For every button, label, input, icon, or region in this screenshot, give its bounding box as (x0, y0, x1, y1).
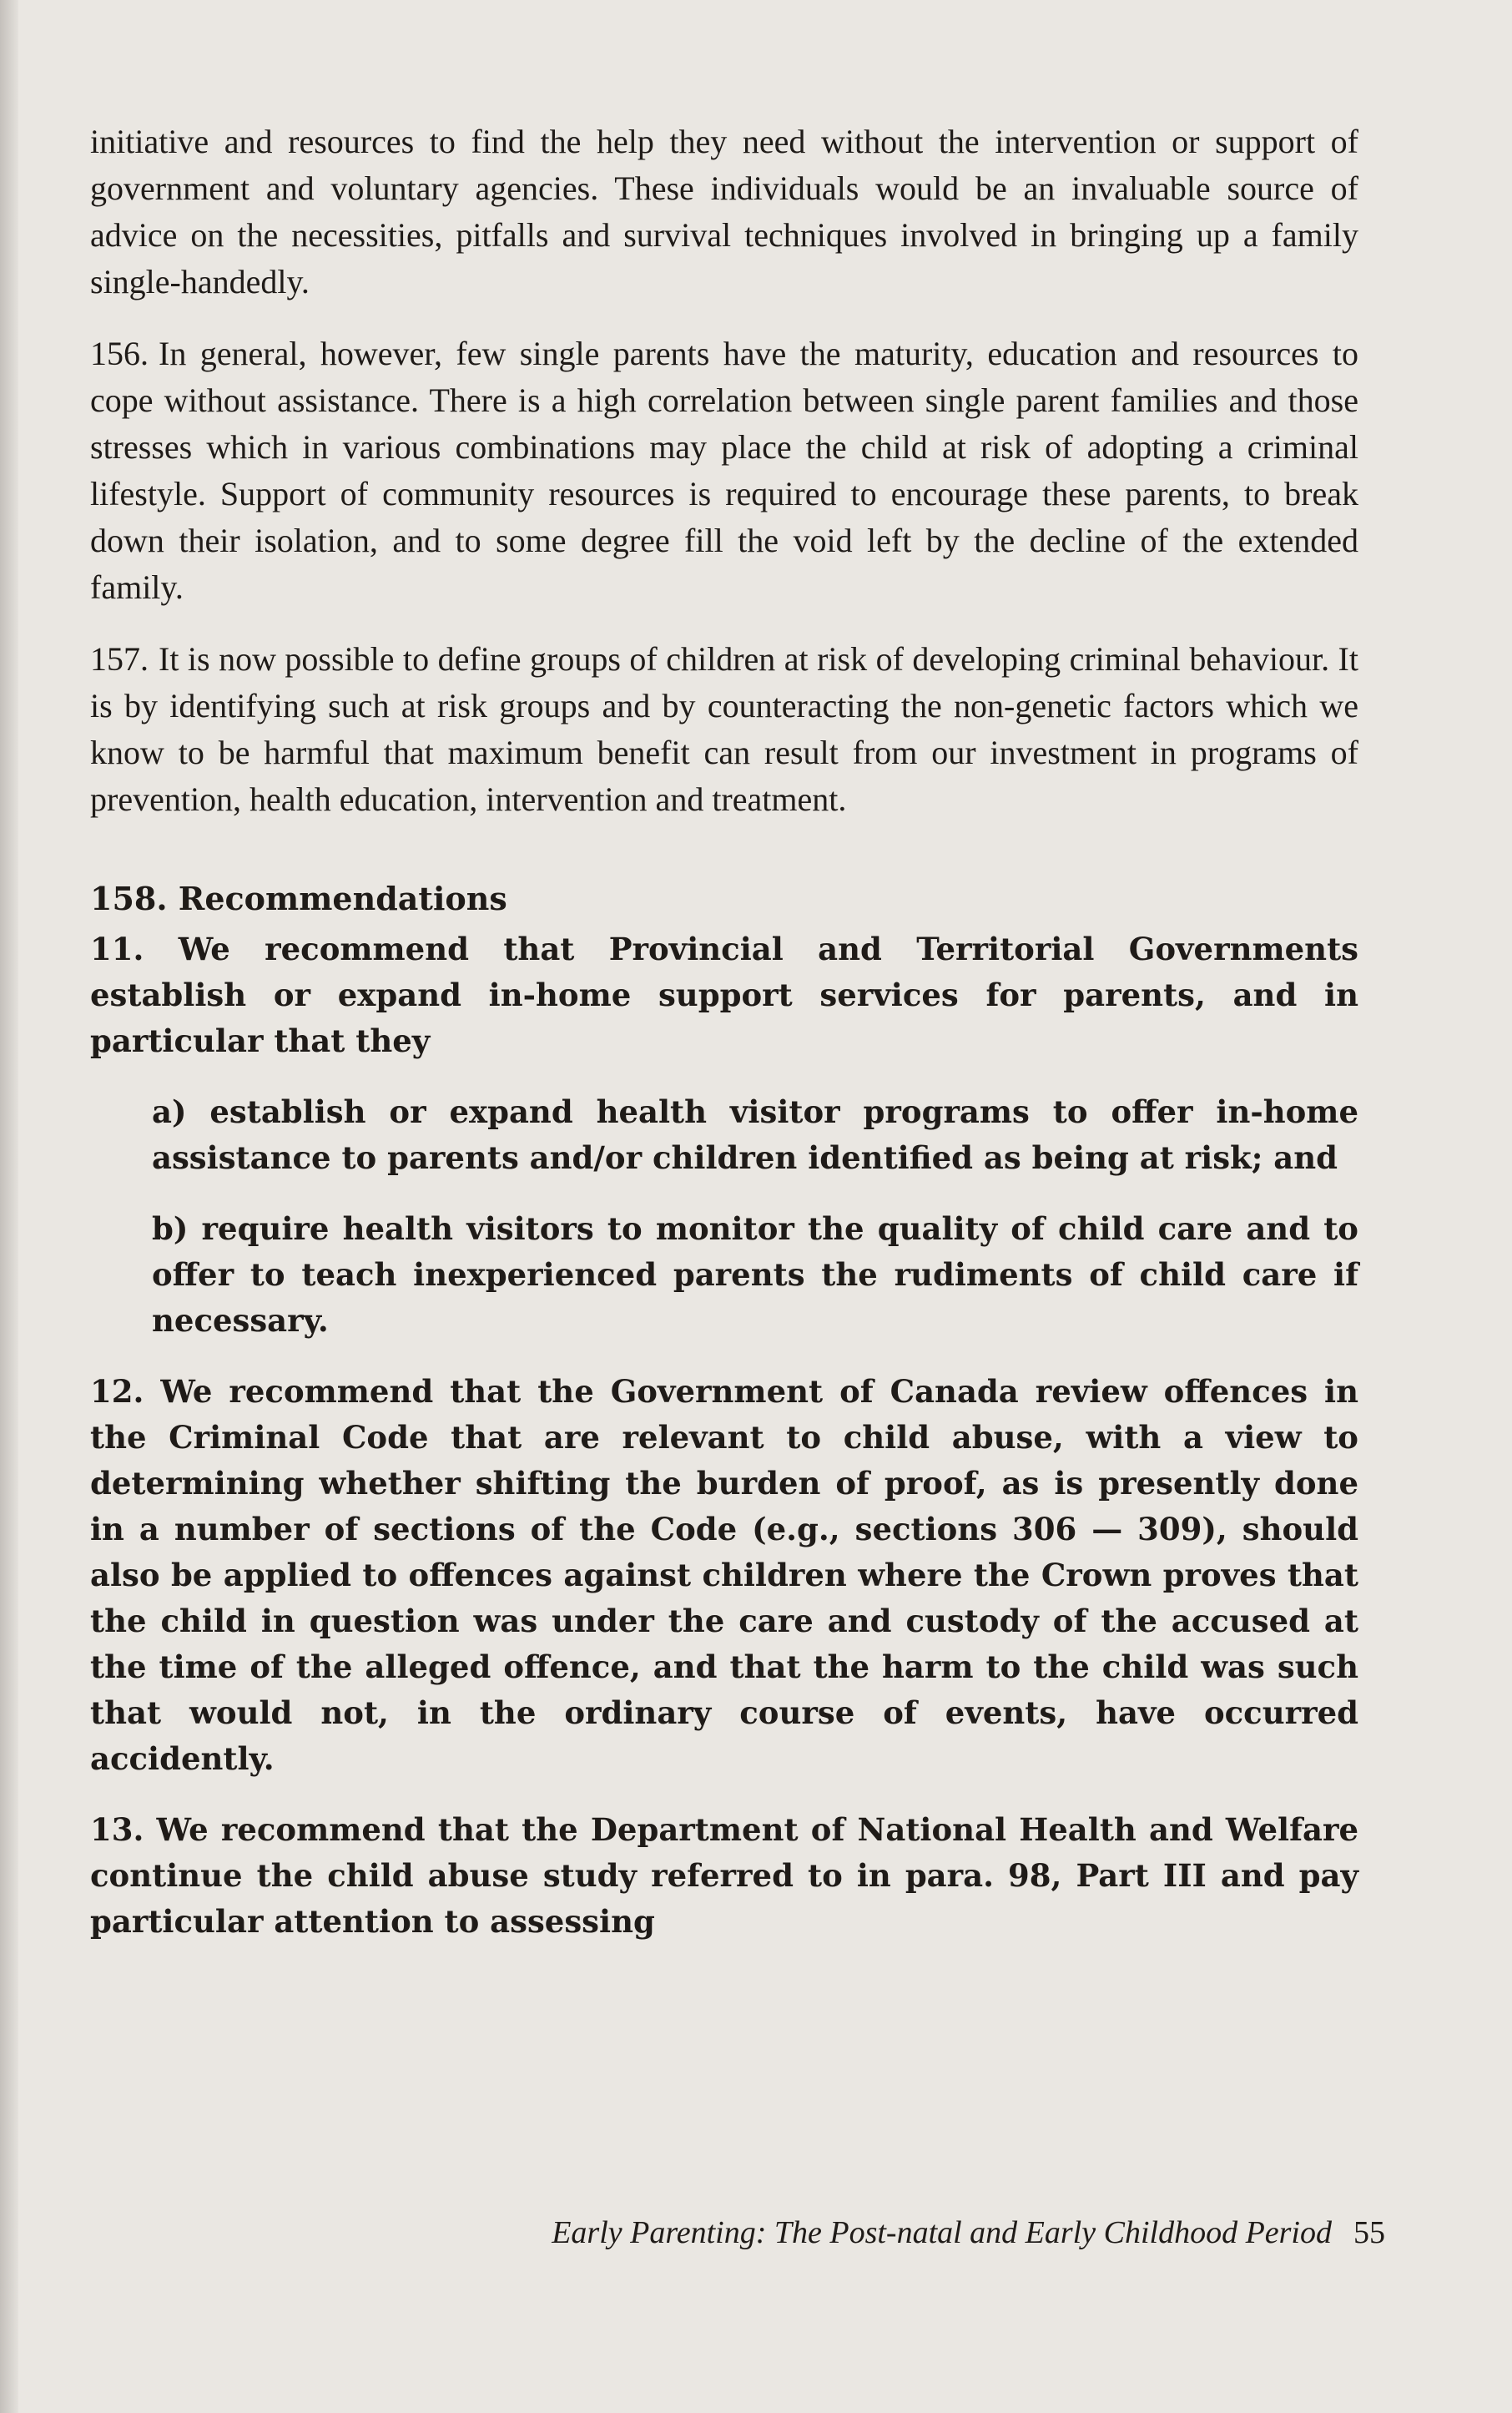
paragraph-text: It is now possible to define groups of children at risk of developing criminal behaviour. It is by identifying such at risk groups and by counteracting the non-genetic factors which we know to be harmful that maximum benefit can result from our investment in programs of prevention, health education, intervention and treatment. (90, 640, 1358, 818)
paragraph-text: In general, however, few single parents have the maturity, education and resources to cope without assistance. There is a high correlation between single parent families and those stresses which in various combinations may place the child at risk of adopting a criminal lifestyle. Support of community resources is required to encourage these parents, to break down their isolation, and to some degree fill the void left by the decline of the extended family. (90, 335, 1358, 606)
paragraph-text: initiative and resources to find the help they need without the intervention or support of government and voluntary agencies. These individuals would be an invaluable source of advice on the necessities, pitfalls and survival techniques involved in bringing up a family single-handedly. (90, 123, 1358, 300)
paragraph-number: 157. (90, 640, 149, 678)
page-footer (434, 2212, 1385, 2254)
paragraph-continued (90, 119, 1358, 305)
paragraph-156 (90, 331, 1358, 611)
paragraph-number: 156. (90, 335, 149, 372)
recommendation-11-item-a: a) establish or expand health visitor programs to offer in-home assistance to parents and/or children identified as being at risk; and (152, 1093, 1358, 1176)
running-title: Early Parenting: The Post-natal and Early Childhood Period (552, 2215, 1332, 2250)
recommendation-12: 12. We recommend that the Government of Canada review offences in the Criminal Code that are relevant to child abuse, with a view to determining whether shifting the burden of proof, as is presently done in a number of sections of the Code (e.g., sections 306 — 309), should also be applied to offences against children where the Crown proves that the child in question was under the care and custody of the accused at the time of the alleged offence, and that the harm to the child was such that would not, in the ordinary course of events, have occurred accidently. (90, 1373, 1358, 1777)
recommendations-heading: 158. Recommendations (90, 880, 507, 917)
recommendation-11: 11. We recommend that Provincial and Territorial Governments establish or expand in-home support services for parents, and in particular that they (90, 931, 1358, 1059)
page-body (90, 119, 1358, 1970)
paragraph-157 (90, 636, 1358, 823)
page-edge-shadow (0, 0, 18, 2413)
page-number: 55 (1353, 2215, 1385, 2250)
recommendation-13: 13. We recommend that the Department of National Health and Welfare continue the child abuse study referred to in para. 98, Part III and pay particular attention to assessing (90, 1811, 1358, 1940)
recommendation-11-item-b: b) require health visitors to monitor the quality of child care and to offer to teach inexperienced parents the rudiments of child care if necessary. (152, 1210, 1358, 1339)
